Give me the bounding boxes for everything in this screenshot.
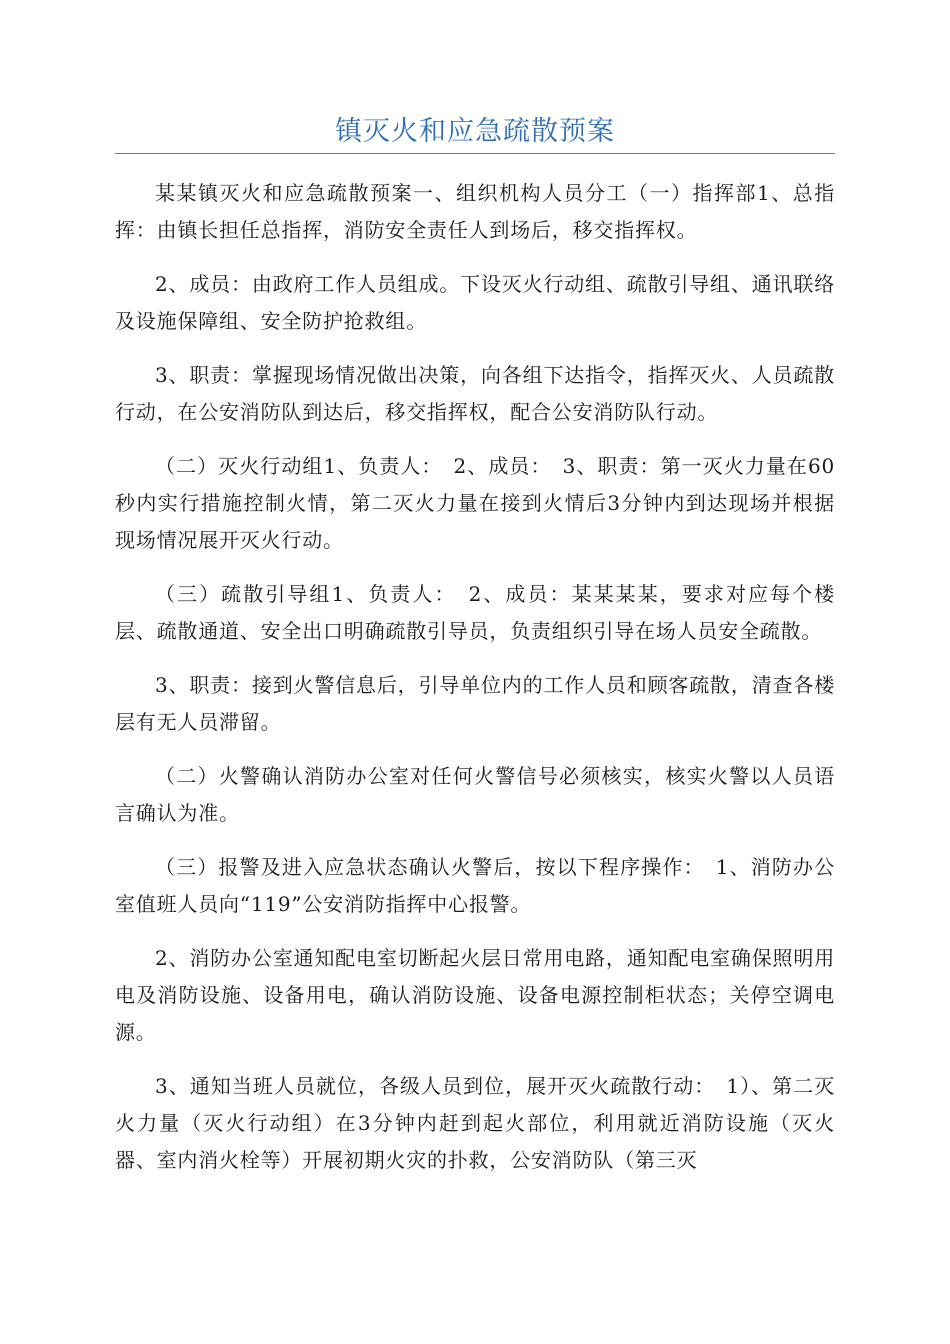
paragraph: （二）火警确认消防办公室对任何火警信号必须核实，核实火警以人员语言确认为准。 xyxy=(115,764,835,825)
paragraph: 2、消防办公室通知配电室切断起火层日常用电路，通知配电室确保照明用电及消防设施、设备用电，确认消防设施、设备电源控制柜状态；关停空调电源。 xyxy=(115,946,835,1044)
paragraph: （三）疏散引导组1、负责人： 2、成员：某某某某，要求对应每个楼层、疏散通道、安全出口明确疏散引导员，负责组织引导在场人员安全疏散。 xyxy=(115,582,835,643)
document-title: 镇灭火和应急疏散预案 xyxy=(335,116,615,147)
paragraph: 某某镇灭火和应急疏散预案一、组织机构人员分工（一）指挥部1、总指挥：由镇长担任总指挥，消防安全责任人到场后，移交指挥权。 xyxy=(115,181,835,242)
paragraph: （二）灭火行动组1、负责人： 2、成员： 3、职责：第一灭火力量在60秒内实行措施控制火情，第二灭火力量在接到火情后3分钟内到达现场并根据现场情况展开灭火行动。 xyxy=(115,454,835,552)
paragraph: 3、职责：接到火警信息后，引导单位内的工作人员和顾客疏散，清查各楼层有无人员滞留。 xyxy=(115,673,835,734)
title-underline xyxy=(115,153,835,154)
paragraph: 3、通知当班人员就位，各级人员到位，展开灭火疏散行动： 1）、第二灭火力量（灭火行动组）在3分钟内赶到起火部位，利用就近消防设施（灭火器、室内消火栓等）开展初期火灾的扑救，公安消防队（第三灭 xyxy=(115,1074,835,1172)
paragraph: 2、成员：由政府工作人员组成。下设灭火行动组、疏散引导组、通讯联络及设施保障组、安全防护抢救组。 xyxy=(115,272,835,333)
paragraph: 3、职责：掌握现场情况做出决策，向各组下达指令，指挥灭火、人员疏散行动，在公安消防队到达后，移交指挥权，配合公安消防队行动。 xyxy=(115,363,835,424)
document-body xyxy=(115,175,835,1196)
paragraph: （三）报警及进入应急状态确认火警后，按以下程序操作： 1、消防办公室值班人员向“119”公安消防指挥中心报警。 xyxy=(115,855,835,916)
